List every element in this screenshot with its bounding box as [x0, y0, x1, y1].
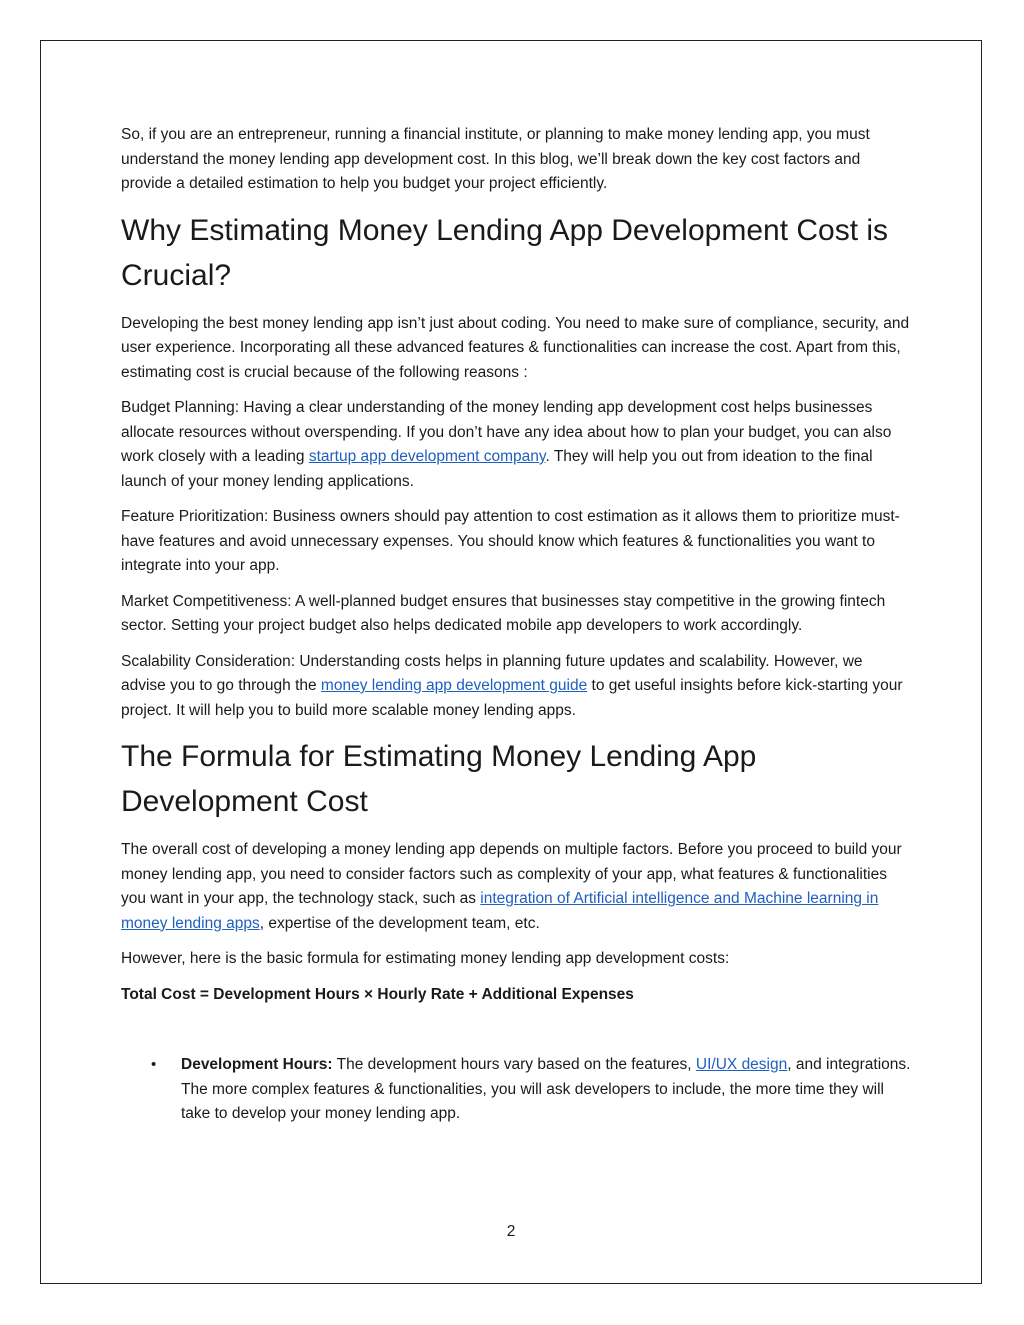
bullet-list: [121, 1053, 911, 1127]
budget-text-before: Budget Planning: Having a clear understanding of the money lending app development cost helps businesses allocate resources without overspending. If you don’t have any idea about how to plan your budget, you can also work closely with a leading: [121, 399, 892, 465]
developing-paragraph: Developing the best money lending app isn’t just about coding. You need to make sure of compliance, security, and user experience. Incorporating all these advanced features & functionalities can increase the cost. Apart from this, estimating cost is crucial because of the following reasons :: [121, 314, 910, 381]
startup-app-development-company-link[interactable]: startup app development company: [308, 448, 546, 465]
intro-paragraph: So, if you are an entrepreneur, running a financial institute, or planning to make money lending app, you must understand the money lending app development cost. In this blog, we’ll break down the key cost factors and provide a detailed estimation to help you budget your project efficiently.: [121, 126, 870, 192]
section-heading-why: Why Estimating Money Lending App Development Cost is Crucial?: [121, 213, 889, 292]
list-item-development-hours: [121, 1053, 911, 1127]
overall-text-before: The overall cost of developing a money lending app depends on multiple factors. Before you proceed to build your money lending app, you need to consider factors such as complexity of your app, what features & functionalities you want in your app, the technology stack, such as: [121, 841, 902, 907]
money-lending-guide-link[interactable]: money lending app development guide: [320, 677, 588, 694]
overall-text-after: , expertise of the development team, etc.: [259, 914, 540, 932]
formula-text: Total Cost = Development Hours × Hourly Rate + Additional Expenses: [121, 985, 634, 1003]
market-competitiveness-paragraph: Market Competitiveness: A well-planned budget ensures that businesses stay competitive in the growing fintech sector. Setting your project budget also helps dedicated mobile app developers to work accordingly.: [121, 592, 886, 634]
scalability-text-after: to get useful insights before kick-starting your project. It will help you to build more scalable money lending apps.: [121, 677, 903, 719]
feature-prioritization-paragraph: Feature Prioritization: Business owners should pay attention to cost estimation as it allows them to prioritize must-have features and avoid unnecessary expenses. You should know which features & functionalities you want to integrate into your app.: [121, 508, 900, 574]
section-heading-formula: The Formula for Estimating Money Lending App Development Cost: [121, 740, 757, 818]
overall-cost-paragraph: [121, 838, 911, 936]
bullet-text-after: , and integrations. The more complex features & functionalities, you will ask developers to include, the more time they will take to develop your money lending app.: [181, 1056, 911, 1122]
bullet-icon: •: [151, 1056, 157, 1073]
bullet-label: Development Hours:: [181, 1056, 333, 1073]
ui-ux-design-link[interactable]: UI/UX design: [695, 1056, 788, 1073]
however-paragraph: However, here is the basic formula for estimating money lending app development costs:: [121, 950, 730, 967]
scalability-text-before: Scalability Consideration: Understanding costs helps in planning future updates and scalability. However, we advise you to go through the: [121, 652, 863, 694]
page-number: 2: [506, 1223, 516, 1240]
budget-text-after: . They will help you out from ideation to the final launch of your money lending applications.: [121, 448, 873, 490]
scalability-paragraph: [121, 650, 911, 724]
page-content: [121, 123, 911, 1127]
bullet-text-before: The development hours vary based on the features,: [332, 1056, 696, 1073]
document-page: [40, 40, 982, 1284]
budget-planning-paragraph: [121, 396, 911, 494]
ai-ml-integration-link[interactable]: integration of Artificial intelligence and Machine learning in money lending apps: [121, 890, 879, 932]
